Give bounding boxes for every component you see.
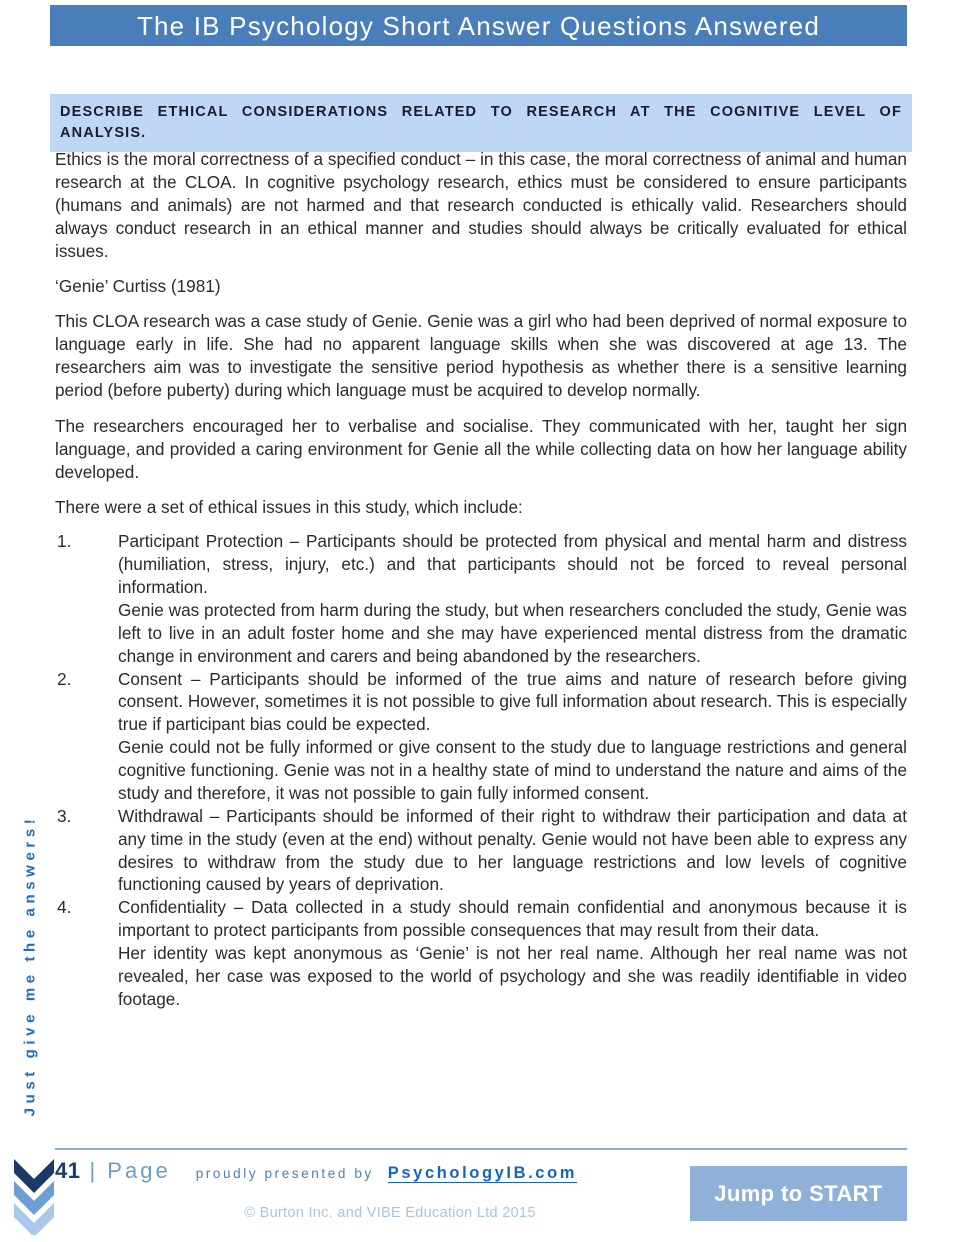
- list-item: [55, 668, 907, 805]
- proudly-presented-text: proudly presented by: [195, 1166, 374, 1181]
- main-content: [55, 148, 907, 1011]
- list-item: [55, 805, 907, 897]
- footer-divider: [55, 1148, 907, 1150]
- intro-paragraph: Ethics is the moral correctness of a specified conduct – in this case, the moral correctness of animal and human research at the CLOA. In cognitive psychology research, ethics must be considered to ensure participants (humans and animals) are not harmed and that research conducted is ethically valid. Researchers should always conduct research in an ethical manner and studies should always be critically evaluated for ethical issues.: [55, 149, 907, 261]
- issues-lead: There were a set of ethical issues in this study, which include:: [55, 497, 523, 518]
- issue-application: Her identity was kept anonymous as ‘Genie’ is not her real name. Although her real name was not revealed, her case was exposed to the world of psychology and she was readily identifiable in video footage.: [118, 943, 907, 1009]
- issue-definition: Participant Protection – Participants should be protected from physical and mental harm and distress (humiliation, stress, injury, etc.) and that participants should not be forced to reveal personal information.: [118, 531, 907, 597]
- study-paragraph: This CLOA research was a case study of Genie. Genie was a girl who had been deprived of normal exposure to language early in life. She had no apparent language skills when she was discovered at age 13. The researchers aim was to investigate the sensitive period hypothesis as whether there is a sensitive learning period (before puberty) during which language must be acquired to develop normally.: [55, 311, 907, 400]
- page-number: 41: [55, 1158, 81, 1183]
- ethical-issues-list: [55, 530, 907, 1010]
- question-text: DESCRIBE ETHICAL CONSIDERATIONS RELATED TO RESEARCH AT THE COGNITIVE LEVEL OF ANALYSIS.: [60, 104, 902, 141]
- chevron-down-icon: [12, 1155, 56, 1235]
- copyright-text: © Burton Inc. and VIBE Education Ltd 2015: [244, 1205, 536, 1221]
- study-heading: ‘Genie’ Curtiss (1981): [55, 276, 221, 297]
- page-title: The IB Psychology Short Answer Questions Answered: [136, 10, 821, 41]
- method-paragraph: The researchers encouraged her to verbalise and socialise. They communicated with her, taught her sign language, and provided a caring environment for Genie all the while collecting data on how her language ability developed.: [55, 415, 907, 482]
- issue-application: Genie was protected from harm during the study, but when researchers concluded the study, Genie was left to live in an adult foster home and she may have experienced mental distress from the dramatic change in environment and carers and being abandoned by the researchers.: [118, 599, 907, 666]
- question-banner: [50, 94, 912, 152]
- website-link[interactable]: PsychologyIB.com: [387, 1164, 578, 1182]
- footer-credit-line: [55, 1158, 755, 1192]
- sidebar-vertical-text: Just give me the answers!: [21, 814, 39, 1116]
- jump-to-start-button[interactable]: Jump to START: [690, 1166, 907, 1221]
- issue-application: Genie could not be fully informed or give consent to the study due to language restrictions and general cognitive functioning. Genie was not in a healthy state of mind to understand the nature and aims of the study and therefore, it was not possible to gain fully informed consent.: [118, 737, 907, 803]
- issue-definition: Consent – Participants should be informed of the true aims and nature of research before giving consent. However, sometimes it is not possible to give full information about research. This is especially true if participant bias could be expected.: [118, 668, 907, 735]
- page-header-bar: [50, 5, 907, 46]
- list-item: [55, 896, 907, 1010]
- page-label: | Page: [89, 1158, 171, 1183]
- list-item: [55, 530, 907, 667]
- issue-definition: Confidentiality – Data collected in a study should remain confidential and anonymous because it is important to protect participants from possible consequences that may result from their data.: [118, 897, 907, 941]
- chevron-stack-icon: [12, 1155, 56, 1235]
- sidebar-vertical-label: [0, 810, 60, 1120]
- issue-definition: Withdrawal – Participants should be informed of their right to withdraw their participation and data at any time in the study (even at the end) without penalty. Genie would not have been able to express any desires to withdraw from the study due to her language restrictions and low levels of cognitive functioning caused by years of deprivation.: [118, 805, 907, 895]
